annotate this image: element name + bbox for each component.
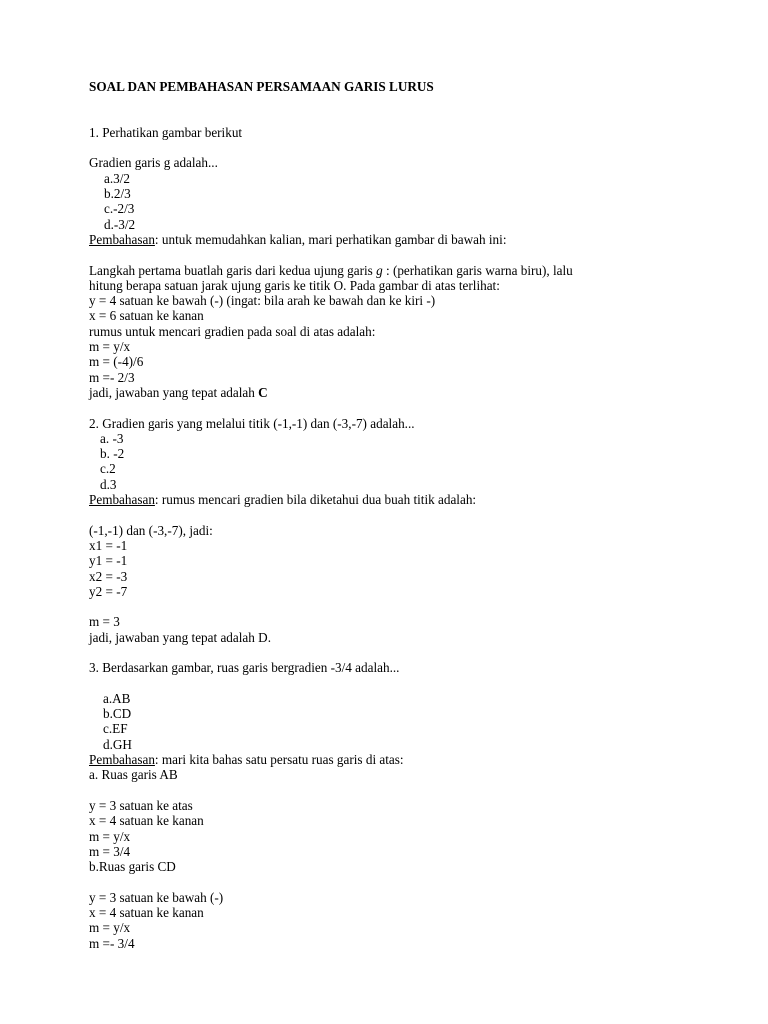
q1-line: m = y/x: [89, 339, 131, 355]
q3-discussion: [89, 752, 709, 767]
q1-discussion-intro: : untuk memudahkan kalian, mari perhatikan gambar di bawah ini:: [154, 231, 507, 247]
spacer: [89, 94, 709, 109]
q2-line: y2 = -7: [89, 583, 128, 599]
q1-line: y = 4 satuan ke bawah (-) (ingat: bila arah ke bawah dan ke kiri -): [89, 293, 436, 309]
document-content: [89, 79, 709, 951]
q1-discussion: [89, 232, 709, 247]
q1-answer-prefix: jadi, jawaban yang tepat adalah: [89, 384, 259, 400]
q2-line: (-1,-1) dan (-3,-7), jadi:: [89, 522, 213, 538]
q2-option-b: b. -2: [100, 446, 125, 462]
q1-step-text-b: : (perhatikan garis warna biru), lalu: [382, 262, 573, 278]
q1-step-text-a: Langkah pertama buatlah garis dari kedua ujung garis: [89, 262, 377, 278]
q2-question: 2. Gradien garis yang melalui titik (-1,-1) dan (-3,-7) adalah...: [89, 415, 415, 431]
q2-option-a: a. -3: [100, 430, 124, 446]
spacer: [89, 599, 709, 614]
q3-cd-line: x = 4 satuan ke kanan: [89, 905, 204, 921]
q3-ab-line: x = 4 satuan ke kanan: [89, 813, 204, 829]
q3-cd-line: y = 3 satuan ke bawah (-): [89, 889, 224, 905]
q2-result: m = 3: [89, 614, 120, 630]
spacer: [89, 247, 709, 262]
q2-line: y1 = -1: [89, 553, 128, 569]
spacer: [89, 645, 709, 660]
q3-question: 3. Berdasarkan gambar, ruas garis bergradien -3/4 adalah...: [89, 660, 400, 676]
q1-question: 1. Perhatikan gambar berikut: [89, 124, 243, 140]
spacer: [89, 676, 709, 691]
spacer: [89, 507, 709, 522]
q1-option-a: a.3/2: [104, 170, 131, 186]
spacer: [89, 783, 709, 798]
q3-option-a: a.AB: [103, 690, 131, 706]
q1-line: rumus untuk mencari gradien pada soal di atas adalah:: [89, 323, 376, 339]
q2-discussion: [89, 492, 709, 507]
q3-ab-heading: a. Ruas garis AB: [89, 767, 178, 783]
q2-discussion-label: Pembahasan: [89, 492, 155, 508]
q2-option-c: c.2: [100, 461, 116, 477]
q1-prompt: Gradien garis g adalah...: [89, 155, 218, 171]
q3-discussion-label: Pembahasan: [89, 752, 155, 768]
q2-line: x2 = -3: [89, 568, 128, 584]
q3-option-b: b.CD: [103, 706, 132, 722]
q1-step-line-1: [89, 263, 709, 278]
q3-cd-line: m =- 3/4: [89, 935, 135, 951]
document-title: SOAL DAN PEMBAHASAN PERSAMAAN GARIS LURUS: [89, 79, 434, 94]
q1-step-var: g: [376, 262, 383, 278]
q1-step-line-2: hitung berapa satuan jarak ujung garis ke titik O. Pada gambar di atas terlihat:: [89, 277, 500, 293]
q3-cd-line: m = y/x: [89, 920, 131, 936]
q1-option-c: c.-2/3: [104, 201, 135, 217]
q3-option-c: c.EF: [103, 721, 128, 737]
q2-option-d: d.3: [100, 476, 117, 492]
q1-line: m =- 2/3: [89, 369, 135, 385]
spacer: [89, 874, 709, 889]
q2-answer: jadi, jawaban yang tepat adalah D.: [89, 629, 271, 645]
q3-discussion-intro: : mari kita bahas satu persatu ruas garis di atas:: [154, 752, 404, 768]
q2-discussion-intro: : rumus mencari gradien bila diketahui dua buah titik adalah:: [154, 492, 477, 508]
q1-option-d: d.-3/2: [104, 216, 136, 232]
spacer: [89, 140, 709, 155]
q3-ab-line: m = y/x: [89, 828, 131, 844]
q3-ab-line: m = 3/4: [89, 843, 131, 859]
spacer: [89, 110, 709, 125]
q1-option-b: b.2/3: [104, 186, 131, 202]
q1-line: m = (-4)/6: [89, 354, 144, 370]
q3-cd-heading: b.Ruas garis CD: [89, 859, 176, 875]
q3-ab-line: y = 3 satuan ke atas: [89, 797, 193, 813]
q2-line: x1 = -1: [89, 537, 128, 553]
q1-answer: [89, 385, 709, 400]
q3-option-d: d.GH: [103, 736, 132, 752]
q1-discussion-label: Pembahasan: [89, 231, 155, 247]
spacer: [89, 400, 709, 415]
q1-answer-letter: C: [258, 384, 268, 400]
q1-line: x = 6 satuan ke kanan: [89, 308, 204, 324]
